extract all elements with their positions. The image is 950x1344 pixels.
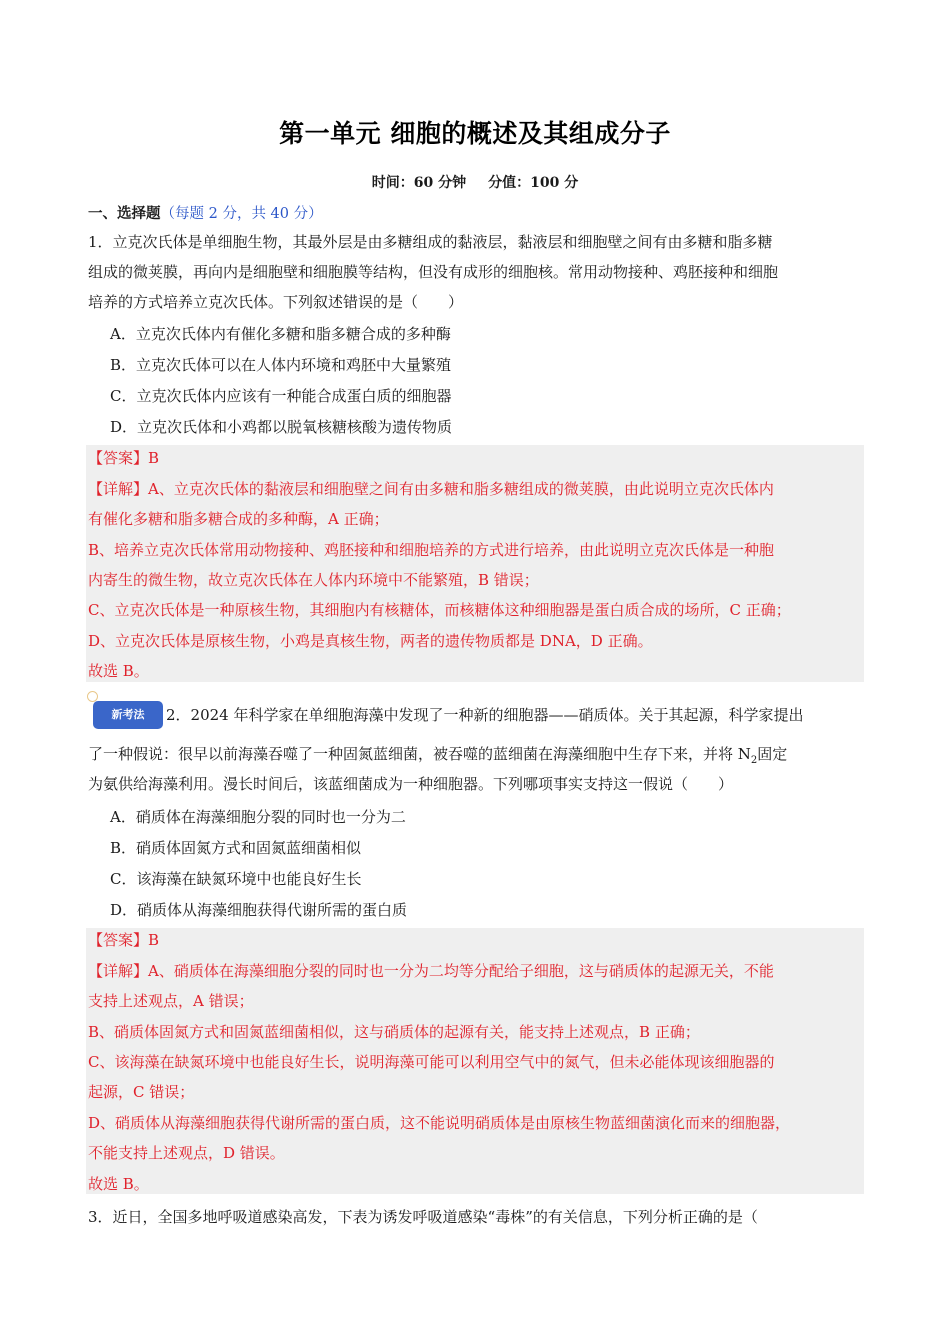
q2-stem-line: 为氨供给海藻利用。漫长时间后，该蓝细菌成为一种细胞器。下列哪项事实支持这一假说（ ）	[88, 775, 734, 793]
q2-explanation-line: 不能支持上述观点，D 错误。	[88, 1144, 285, 1162]
q2-option-c: C．该海藻在缺氮环境中也能良好生长	[110, 870, 362, 888]
q1-explanation-line: 内寄生的微生物，故立克次氏体在人体内环境中不能繁殖，B 错误；	[88, 571, 539, 589]
q2-explanation-line: D、硝质体从海藻细胞获得代谢所需的蛋白质，这不能说明硝质体是由原核生物蓝细菌演化而来的细胞器，	[88, 1114, 791, 1132]
q2-explanation-line: B、硝质体固氮方式和固氮蓝细菌相似，这与硝质体的起源有关，能支持上述观点，B 正确；	[88, 1023, 700, 1041]
q2-stem-text: 了一种假说：很早以前海藻吞噬了一种固氮蓝细菌，被吞噬的蓝细菌在海藻细胞中生存下来，并将 N	[88, 745, 751, 763]
q2-option-a: A．硝质体在海藻细胞分裂的同时也一分为二	[110, 808, 406, 826]
q2-explanation-line: 起源，C 错误；	[88, 1083, 195, 1101]
q2-stem-line: 2．2024 年科学家在单细胞海藻中发现了一种新的细胞器——硝质体。关于其起源，科学家提出	[166, 706, 804, 724]
page-title: 第一单元 细胞的概述及其组成分子	[279, 119, 671, 148]
q1-answer: 【答案】B	[88, 449, 160, 467]
q2-option-b: B．硝质体固氮方式和固氮蓝细菌相似	[110, 839, 362, 857]
section-note: （每题 2 分，共 40 分）	[160, 206, 323, 222]
exam-meta	[0, 172, 950, 192]
q2-explanation-line: 故选 B。	[88, 1175, 149, 1193]
q2-option-d: D．硝质体从海藻细胞获得代谢所需的蛋白质	[110, 901, 408, 919]
q1-explanation-line: D、立克次氏体是原核生物，小鸡是真核生物，两者的遗传物质都是 DNA，D 正确。	[88, 632, 653, 650]
q1-explanation-line: 【详解】A、立克次氏体的黏液层和细胞壁之间有由多糖和脂多糖组成的微荚膜，由此说明立克次氏体内	[88, 480, 774, 498]
q2-stem-text: 固定	[757, 745, 788, 763]
q1-stem-line: 1．立克次氏体是单细胞生物，其最外层是由多糖组成的黏液层，黏液层和细胞壁之间有由多糖和脂多糖	[88, 233, 773, 251]
q2-explanation-line: 【详解】A、硝质体在海藻细胞分裂的同时也一分为二均等分配给子细胞，这与硝质体的起源无关，不能	[88, 962, 774, 980]
q1-explanation-line: C、立克次氏体是一种原核生物，其细胞内有核糖体，而核糖体这种细胞器是蛋白质合成的场所，C 正确；	[88, 601, 791, 619]
q1-option-d: D．立克次氏体和小鸡都以脱氧核糖核酸为遗传物质	[110, 418, 453, 436]
q2-subscript: 2	[750, 755, 758, 766]
q1-explanation-line: 故选 B。	[88, 662, 149, 680]
q2-explanation-line: 支持上述观点，A 错误；	[88, 992, 254, 1010]
section-heading	[88, 202, 323, 223]
exam-score: 分值：100 分	[488, 175, 579, 191]
q2-explanation-line: C、该海藻在缺氮环境中也能良好生长，说明海藻可能可以利用空气中的氮气，但未必能体现该细胞器的	[88, 1053, 775, 1071]
q1-stem-line: 培养的方式培养立克次氏体。下列叙述错误的是（ ）	[88, 293, 464, 311]
section-label: 一、选择题	[88, 205, 161, 222]
q1-stem-line: 组成的微荚膜，再向内是细胞壁和细胞膜等结构，但没有成形的细胞核。常用动物接种、鸡胚接种和细胞	[88, 263, 779, 281]
new-method-badge: 新考法	[93, 701, 163, 729]
q1-option-c: C．立克次氏体内应该有一种能合成蛋白质的细胞器	[110, 387, 452, 405]
q1-explanation-line: 有催化多糖和脂多糖合成的多种酶，A 正确；	[88, 510, 389, 528]
q1-option-a: A．立克次氏体内有催化多糖和脂多糖合成的多种酶	[110, 325, 451, 343]
q2-stem-line-2	[88, 744, 787, 771]
q1-option-b: B．立克次氏体可以在人体内环境和鸡胚中大量繁殖	[110, 356, 452, 374]
q3-stem-line: 3．近日，全国多地呼吸道感染高发，下表为诱发呼吸道感染“毒株”的有关信息，下列分析正确的是（	[88, 1208, 758, 1226]
q1-explanation-line: B、培养立克次氏体常用动物接种、鸡胚接种和细胞培养的方式进行培养，由此说明立克次氏体是一种胞	[88, 541, 775, 559]
q2-answer: 【答案】B	[88, 931, 160, 949]
exam-time: 时间：60 分钟	[371, 175, 467, 191]
